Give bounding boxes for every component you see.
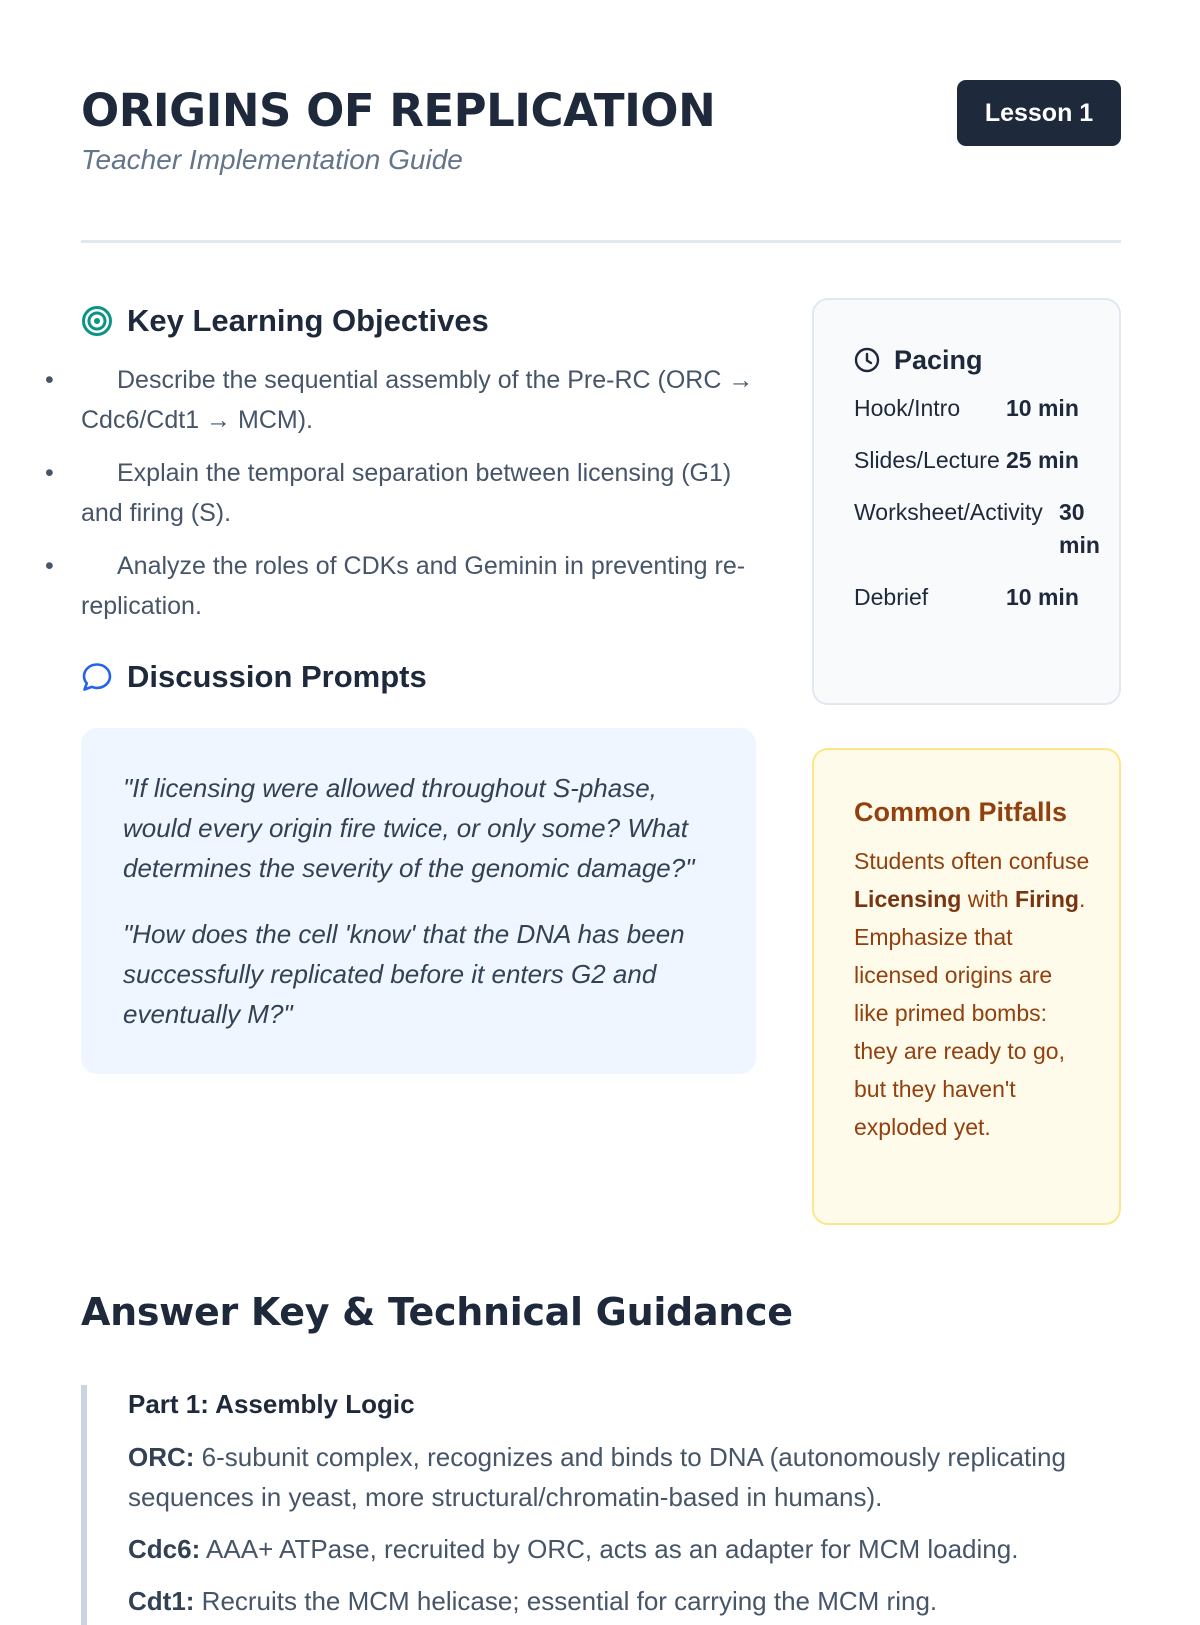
table-row [854,496,1109,581]
clock-icon [854,347,880,373]
pacing-activity: Debrief [854,584,929,610]
discussion-prompt: "If licensing were allowed throughout S-phase, would every origin fire twice, or only some? What determines the severity of the genomic damage?" [123,773,695,883]
objectives-heading-text: Key Learning Objectives [127,303,489,338]
pacing-activity: Worksheet/Activity [854,499,1043,525]
bullet-icon: • [45,552,54,580]
lesson-badge: Lesson 1 [957,80,1121,146]
list-item [45,546,756,626]
answer-text: AAA+ ATPase, recruited by ORC, acts as an adapter for MCM loading. [200,1534,1019,1564]
pitfalls-text-part: . Emphasize that licensed origins are like primed bombs: they are ready to go, but they haven't exploded yet. [854,886,1086,1140]
pitfalls-text-part: with [961,886,1016,912]
discussion-heading [81,652,756,702]
answer-term: Cdt1: [128,1586,195,1616]
table-row [854,581,1106,633]
answer-term: ORC: [128,1442,195,1472]
pacing-table-end [854,581,1106,633]
objective-text: Explain the temporal separation between licensing (G1) and firing (S). [81,459,732,527]
table-row [854,444,1106,496]
pacing-title-text: Pacing [894,344,983,375]
pacing-table-continued [854,496,1109,581]
pacing-duration: 10 min [1006,584,1079,610]
list-item [45,453,756,533]
answer-key-block [81,1385,1121,1625]
pacing-duration: 25 min [1006,447,1079,473]
pitfalls-text-part: Students often confuse [854,848,1090,874]
table-row [854,392,1106,444]
answer-key-title: Answer Key & Technical Guidance [81,1290,793,1334]
answer-line [128,1581,1121,1621]
discussion-prompt: "How does the cell 'know' that the DNA has been successfully replicated before it enters G2 and eventually M?" [123,919,685,1029]
pacing-table [854,392,1106,496]
pitfalls-card [812,748,1121,1225]
page-header [81,80,1121,243]
speech-bubble-icon [81,661,113,693]
bullet-icon: • [45,366,54,394]
answer-term: Cdc6: [128,1534,201,1564]
pacing-title [854,340,1119,380]
objective-text: Analyze the roles of CDKs and Geminin in preventing re-replication. [81,552,746,620]
pitfalls-title: Common Pitfalls [854,797,1068,827]
discussion-prompts-box [81,728,756,1074]
part-title: Part 1: Assembly Logic [128,1389,415,1419]
pitfalls-term-licensing: Licensing [854,886,962,912]
target-icon [81,305,113,337]
page-subtitle: Teacher Implementation Guide [81,144,463,175]
pacing-duration: 30 min [1059,499,1100,558]
pacing-activity: Slides/Lecture [854,447,1000,473]
answer-line [128,1529,1121,1569]
list-item [45,360,756,440]
bullet-icon: • [45,459,54,487]
pitfalls-text [854,842,1091,1146]
pacing-duration: 10 min [1006,395,1079,421]
objectives-list [45,360,756,626]
objectives-heading [81,296,756,346]
objective-text: Describe the sequential assembly of the Pre-RC (ORC → Cdc6/Cdt1 → MCM). [81,366,754,434]
discussion-heading-text: Discussion Prompts [127,659,427,694]
pacing-activity: Hook/Intro [854,395,961,421]
main-column [45,296,756,1074]
page-title: ORIGINS OF REPLICATION [81,84,716,137]
answer-text: Recruits the MCM helicase; essential for carrying the MCM ring. [194,1586,938,1616]
answer-text: 6-subunit complex, recognizes and binds to DNA (autonomously replicating sequences in yeast, more structural/chromatin-based in humans). [128,1442,1066,1512]
pacing-card [812,298,1121,705]
pitfalls-term-firing: Firing [1015,886,1079,912]
answer-line [128,1437,1121,1517]
